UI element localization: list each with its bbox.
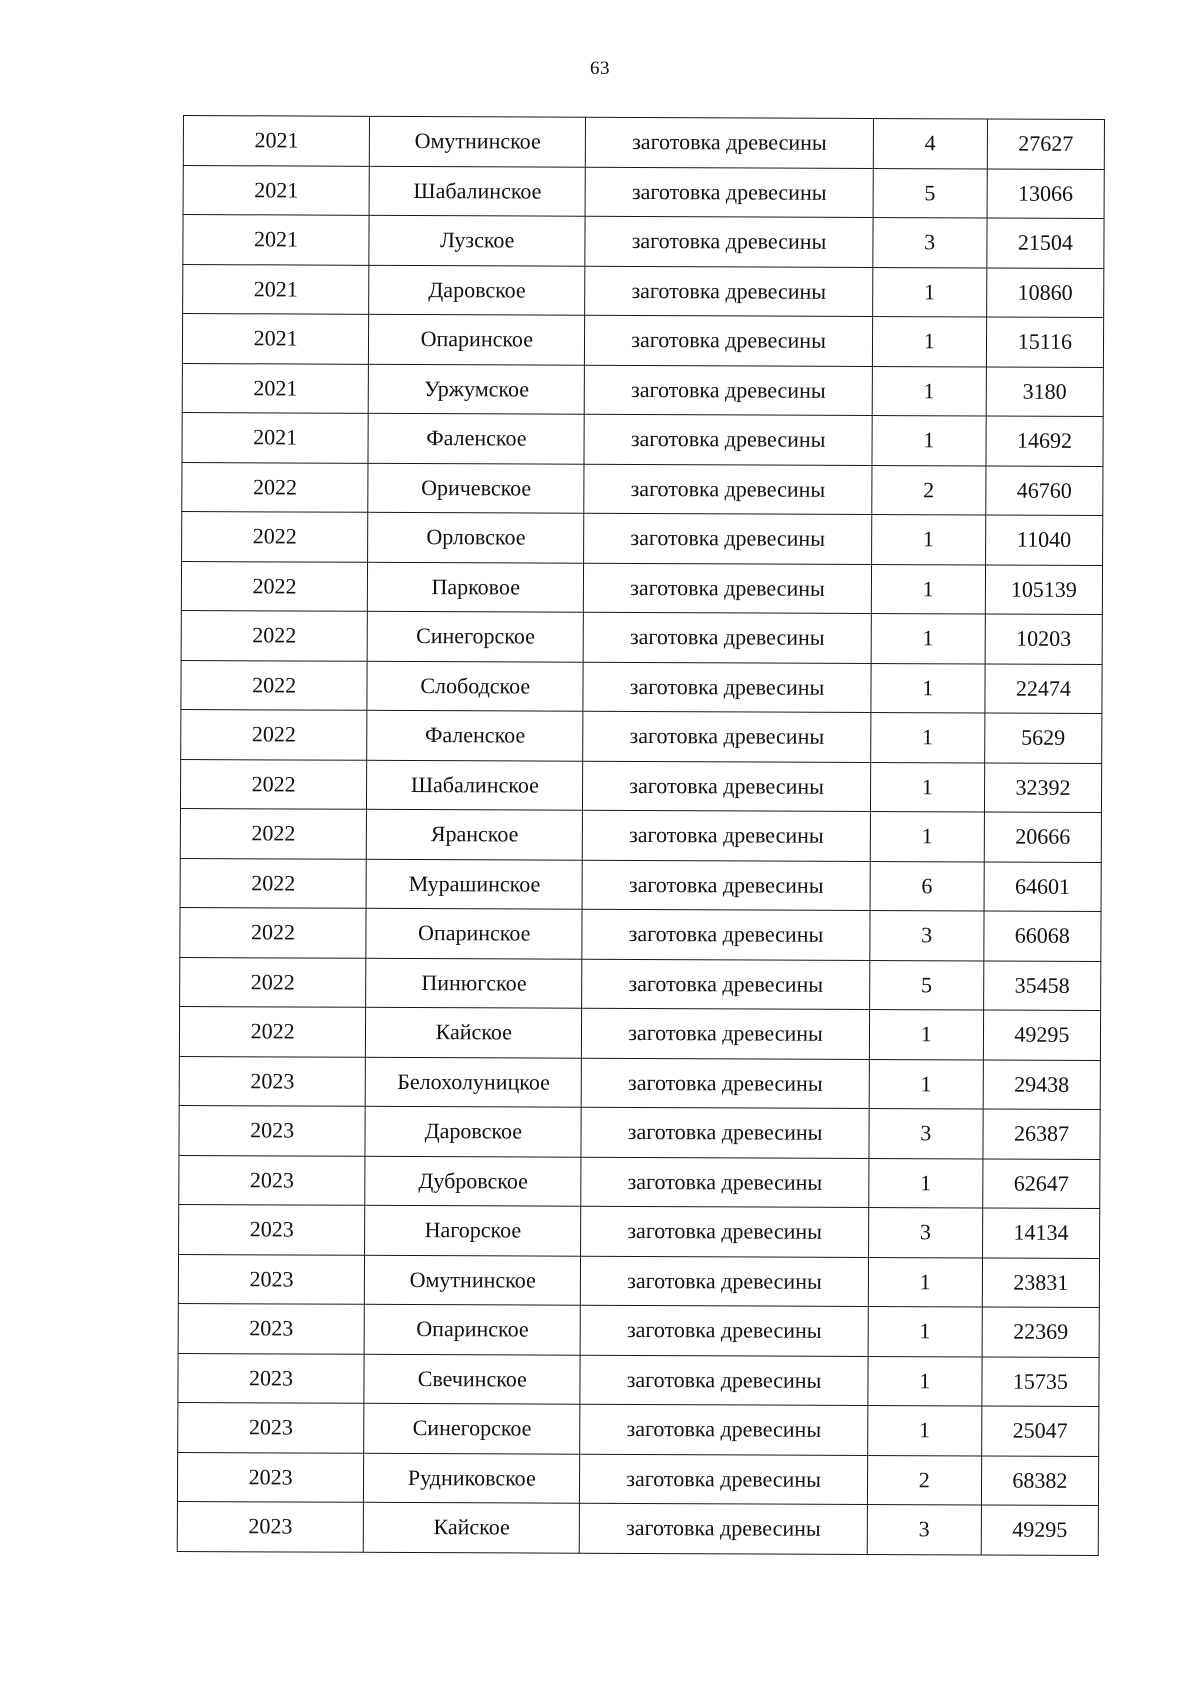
table-row <box>177 1452 1098 1506</box>
year-cell: 2023 <box>178 1402 364 1452</box>
forest-use-table <box>177 115 1105 1556</box>
district-cell: Синегорское <box>364 1403 580 1453</box>
table-row <box>183 264 1104 318</box>
count-cell: 3 <box>868 1208 982 1258</box>
table-row <box>183 116 1104 170</box>
year-cell: 2021 <box>183 116 369 166</box>
year-cell: 2021 <box>183 215 369 265</box>
year-cell: 2022 <box>179 1006 365 1056</box>
area-cell: 27627 <box>987 119 1104 169</box>
district-cell: Опаринское <box>366 908 582 958</box>
district-cell: Кайское <box>363 1502 579 1552</box>
area-cell: 3180 <box>986 367 1103 417</box>
district-cell: Белохолуницкое <box>365 1057 581 1107</box>
year-cell: 2022 <box>180 759 366 809</box>
district-cell: Яранское <box>366 809 582 859</box>
count-cell: 1 <box>872 317 986 367</box>
area-cell: 22369 <box>982 1307 1099 1357</box>
use-type-cell: заготовка древесины <box>582 1008 870 1059</box>
use-type-cell: заготовка древесины <box>582 909 870 960</box>
area-cell: 20666 <box>984 812 1101 862</box>
use-type-cell: заготовка древесины <box>583 761 871 812</box>
area-cell: 14134 <box>982 1208 1099 1258</box>
count-cell: 3 <box>867 1504 981 1554</box>
year-cell: 2022 <box>181 660 367 710</box>
year-cell: 2023 <box>179 1105 365 1155</box>
use-type-cell: заготовка древесины <box>580 1404 868 1455</box>
count-cell: 1 <box>872 416 986 466</box>
count-cell: 2 <box>867 1455 981 1505</box>
table-row <box>179 1006 1100 1060</box>
year-cell: 2021 <box>183 165 369 215</box>
area-cell: 25047 <box>981 1406 1098 1456</box>
area-cell: 66068 <box>984 911 1101 961</box>
count-cell: 3 <box>873 218 987 268</box>
area-cell: 11040 <box>985 515 1102 565</box>
use-type-cell: заготовка древесины <box>586 117 874 168</box>
use-type-cell: заготовка древесины <box>581 1305 869 1356</box>
page-number: 63 <box>590 58 610 79</box>
district-cell: Даровское <box>369 265 585 315</box>
year-cell: 2023 <box>179 1204 365 1254</box>
area-cell: 49295 <box>983 1010 1100 1060</box>
table-row <box>182 511 1103 565</box>
year-cell: 2021 <box>182 363 368 413</box>
table-row <box>182 363 1103 417</box>
table-row <box>180 759 1101 813</box>
count-cell: 4 <box>873 119 987 169</box>
count-cell: 1 <box>867 1405 981 1455</box>
table-row <box>180 808 1101 862</box>
count-cell: 3 <box>869 1109 983 1159</box>
table-body <box>177 116 1104 1556</box>
area-cell: 64601 <box>984 862 1101 912</box>
table-row <box>179 1056 1100 1110</box>
table-row <box>179 1105 1100 1159</box>
district-cell: Опаринское <box>364 1304 580 1354</box>
year-cell: 2022 <box>182 511 368 561</box>
area-cell: 13066 <box>987 169 1104 219</box>
count-cell: 1 <box>871 663 985 713</box>
area-cell: 68382 <box>981 1455 1098 1505</box>
area-cell: 10860 <box>986 268 1103 318</box>
district-cell: Синегорское <box>367 611 583 661</box>
table-row <box>178 1254 1099 1308</box>
count-cell: 3 <box>870 911 984 961</box>
table-row <box>181 709 1102 763</box>
district-cell: Фаленское <box>367 710 583 760</box>
area-cell: 105139 <box>985 565 1102 615</box>
table-row <box>181 660 1102 714</box>
district-cell: Омутнинское <box>369 116 585 166</box>
table-row <box>180 858 1101 912</box>
area-cell: 23831 <box>982 1257 1099 1307</box>
use-type-cell: заготовка древесины <box>581 1206 869 1257</box>
area-cell: 10203 <box>985 614 1102 664</box>
year-cell: 2022 <box>181 561 367 611</box>
year-cell: 2022 <box>180 957 366 1007</box>
year-cell: 2023 <box>179 1056 365 1106</box>
count-cell: 1 <box>868 1257 982 1307</box>
district-cell: Опаринское <box>369 314 585 364</box>
count-cell: 6 <box>870 861 984 911</box>
year-cell: 2022 <box>182 462 368 512</box>
area-cell: 35458 <box>983 961 1100 1011</box>
table-row <box>178 1353 1099 1407</box>
count-cell: 2 <box>871 465 985 515</box>
count-cell: 1 <box>872 366 986 416</box>
area-cell: 15116 <box>986 317 1103 367</box>
area-cell: 32392 <box>984 763 1101 813</box>
district-cell: Мурашинское <box>366 859 582 909</box>
district-cell: Парковое <box>368 562 584 612</box>
table-row <box>178 1402 1099 1456</box>
year-cell: 2021 <box>183 264 369 314</box>
count-cell: 1 <box>870 762 984 812</box>
count-cell: 5 <box>869 960 983 1010</box>
use-type-cell: заготовка древесины <box>584 464 872 515</box>
use-type-cell: заготовка древесины <box>581 1157 869 1208</box>
use-type-cell: заготовка древесины <box>585 315 873 366</box>
use-type-cell: заготовка древесины <box>583 662 871 713</box>
table-row <box>179 1204 1100 1258</box>
table-row <box>178 1303 1099 1357</box>
count-cell: 1 <box>868 1356 982 1406</box>
count-cell: 1 <box>871 564 985 614</box>
year-cell: 2023 <box>178 1303 364 1353</box>
table-row <box>182 314 1103 368</box>
use-type-cell: заготовка древесины <box>585 167 873 218</box>
use-type-cell: заготовка древесины <box>581 1256 869 1307</box>
count-cell: 1 <box>870 812 984 862</box>
year-cell: 2023 <box>178 1254 364 1304</box>
area-cell: 5629 <box>985 713 1102 763</box>
count-cell: 1 <box>868 1158 982 1208</box>
use-type-cell: заготовка древесины <box>584 563 872 614</box>
area-cell: 15735 <box>982 1356 1099 1406</box>
count-cell: 1 <box>871 614 985 664</box>
year-cell: 2021 <box>182 412 368 462</box>
area-cell: 29438 <box>983 1060 1100 1110</box>
use-type-cell: заготовка древесины <box>585 266 873 317</box>
use-type-cell: заготовка древесины <box>580 1503 868 1554</box>
area-cell: 14692 <box>986 416 1103 466</box>
year-cell: 2021 <box>182 314 368 364</box>
count-cell: 1 <box>870 713 984 763</box>
area-cell: 46760 <box>986 466 1103 516</box>
year-cell: 2023 <box>177 1501 363 1551</box>
table-row <box>182 462 1103 516</box>
year-cell: 2022 <box>181 610 367 660</box>
area-cell: 49295 <box>981 1505 1098 1555</box>
year-cell: 2023 <box>177 1452 363 1502</box>
district-cell: Шабалинское <box>367 760 583 810</box>
use-type-cell: заготовка древесины <box>585 216 873 267</box>
year-cell: 2022 <box>180 858 366 908</box>
district-cell: Шабалинское <box>369 166 585 216</box>
count-cell: 1 <box>869 1010 983 1060</box>
table-row <box>180 957 1101 1011</box>
table-row <box>177 1501 1098 1555</box>
count-cell: 1 <box>868 1307 982 1357</box>
district-cell: Фаленское <box>368 413 584 463</box>
district-cell: Рудниковское <box>364 1453 580 1503</box>
district-cell: Лузское <box>369 215 585 265</box>
count-cell: 1 <box>871 515 985 565</box>
table-row <box>183 215 1104 269</box>
district-cell: Слободское <box>367 661 583 711</box>
count-cell: 1 <box>872 267 986 317</box>
table-row <box>180 907 1101 961</box>
district-cell: Уржумское <box>368 364 584 414</box>
use-type-cell: заготовка древесины <box>584 414 872 465</box>
district-cell: Омутнинское <box>364 1255 580 1305</box>
use-type-cell: заготовка древесины <box>580 1454 868 1505</box>
use-type-cell: заготовка древесины <box>580 1355 868 1406</box>
use-type-cell: заготовка древесины <box>581 1107 869 1158</box>
year-cell: 2022 <box>181 709 367 759</box>
district-cell: Оричевское <box>368 463 584 513</box>
use-type-cell: заготовка древесины <box>584 612 872 663</box>
use-type-cell: заготовка древесины <box>583 711 871 762</box>
district-cell: Пинюгское <box>366 958 582 1008</box>
area-cell: 26387 <box>983 1109 1100 1159</box>
table-row <box>183 165 1104 219</box>
table-row <box>182 412 1103 466</box>
district-cell: Даровское <box>365 1106 581 1156</box>
count-cell: 1 <box>869 1059 983 1109</box>
district-cell: Дубровское <box>365 1156 581 1206</box>
area-cell: 62647 <box>983 1158 1100 1208</box>
use-type-cell: заготовка древесины <box>582 1058 870 1109</box>
year-cell: 2023 <box>179 1155 365 1205</box>
year-cell: 2023 <box>178 1353 364 1403</box>
use-type-cell: заготовка древесины <box>582 860 870 911</box>
district-cell: Нагорское <box>365 1205 581 1255</box>
district-cell: Орловское <box>368 512 584 562</box>
use-type-cell: заготовка древесины <box>582 959 870 1010</box>
use-type-cell: заготовка древесины <box>583 810 871 861</box>
table-row <box>181 610 1102 664</box>
table-row <box>179 1155 1100 1209</box>
district-cell: Кайское <box>366 1007 582 1057</box>
year-cell: 2022 <box>180 907 366 957</box>
table-row <box>181 561 1102 615</box>
count-cell: 5 <box>873 168 987 218</box>
use-type-cell: заготовка древесины <box>584 513 872 564</box>
year-cell: 2022 <box>180 808 366 858</box>
area-cell: 22474 <box>985 664 1102 714</box>
use-type-cell: заготовка древесины <box>585 365 873 416</box>
district-cell: Свечинское <box>364 1354 580 1404</box>
area-cell: 21504 <box>987 218 1104 268</box>
